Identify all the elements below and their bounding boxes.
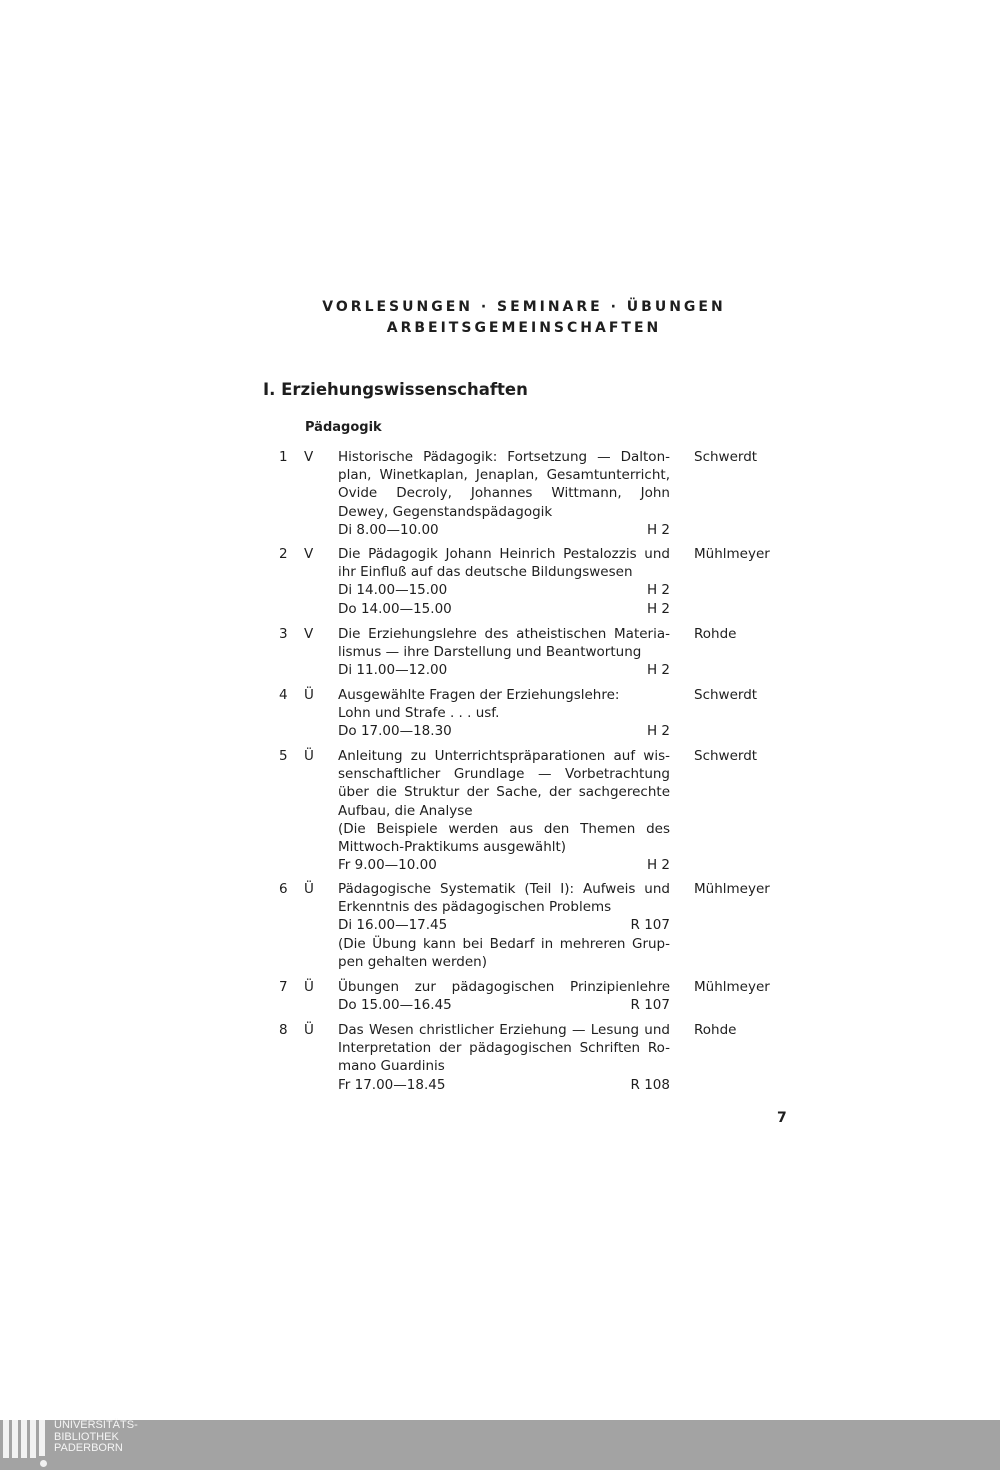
description-line: Übungen zur pädagogischen Prinzipienlehre bbox=[338, 979, 670, 995]
schedule-room: H 2 bbox=[646, 600, 670, 617]
library-line: PADERBORN bbox=[54, 1442, 123, 1454]
section-heading: I. Erziehungswissenschaften bbox=[263, 380, 528, 399]
library-line: UNIVERSITÄTS- bbox=[54, 1419, 138, 1431]
schedule-time: Fr 9.00—10.00 bbox=[338, 857, 437, 874]
description-line: Pädagogische Systematik (Teil I): Aufweis und bbox=[338, 881, 670, 897]
course-schedule bbox=[338, 916, 670, 934]
library-footer bbox=[0, 1420, 1000, 1470]
schedule-room: H 2 bbox=[646, 582, 670, 599]
course-schedule bbox=[338, 856, 670, 874]
description-line: Die Pädagogik Johann Heinrich Pestalozzis und bbox=[338, 546, 670, 562]
schedule-room: R 107 bbox=[630, 917, 670, 934]
description-line: (Die Beispiele werden aus den Themen des bbox=[338, 820, 670, 837]
schedule-time: Do 17.00—18.30 bbox=[338, 723, 452, 740]
lecturer-name: Schwerdt bbox=[694, 687, 758, 703]
course-number: 5 bbox=[279, 748, 288, 764]
description-line: mano Guardinis bbox=[338, 1058, 445, 1075]
description-line: Interpretation der pädagogischen Schriften Ro- bbox=[338, 1040, 670, 1057]
course-number: 7 bbox=[279, 979, 288, 995]
schedule-time: Di 11.00—12.00 bbox=[338, 662, 448, 679]
library-line: BIBLIOTHEK bbox=[54, 1430, 119, 1443]
course-description bbox=[338, 880, 670, 971]
course-number: 4 bbox=[279, 687, 288, 703]
course-schedule bbox=[338, 722, 670, 740]
description-line: (Die Übung kann bei Bedarf in mehreren Grup- bbox=[338, 935, 670, 952]
schedule-room: H 2 bbox=[646, 521, 670, 538]
description-line: Erkenntnis des pädagogischen Problems bbox=[338, 899, 612, 916]
course-description bbox=[338, 545, 670, 618]
page-title-line1: VORLESUNGEN · SEMINARE · ÜBUNGEN bbox=[322, 299, 726, 315]
course-type: Ü bbox=[304, 881, 314, 897]
page-title-line2: ARBEITSGEMEINSCHAFTEN bbox=[386, 320, 662, 336]
course-number: 3 bbox=[279, 626, 288, 642]
schedule-time: Di 16.00—17.45 bbox=[338, 917, 448, 934]
course-type: V bbox=[304, 626, 314, 642]
course-type: V bbox=[304, 449, 314, 465]
course-schedule bbox=[338, 661, 670, 679]
course-schedule bbox=[338, 996, 670, 1014]
subsection-heading: Pädagogik bbox=[305, 420, 382, 435]
description-line: Historische Pädagogik: Fortsetzung — Dalton- bbox=[338, 449, 670, 465]
lecturer-name: Mühlmeyer bbox=[694, 881, 770, 897]
schedule-time: Di 8.00—10.00 bbox=[338, 521, 439, 538]
lecturer-name: Rohde bbox=[694, 1022, 737, 1038]
description-line: Ausgewählte Fragen der Erziehungslehre: bbox=[338, 687, 620, 703]
lecturer-name: Mühlmeyer bbox=[694, 546, 770, 562]
course-schedule bbox=[338, 521, 670, 539]
course-description bbox=[338, 747, 670, 874]
description-line: plan, Winetkaplan, Jenaplan, Gesamtunterricht, bbox=[338, 467, 670, 484]
lecturer-name: Rohde bbox=[694, 626, 737, 642]
schedule-time: Fr 17.00—18.45 bbox=[338, 1076, 446, 1093]
course-description bbox=[338, 978, 670, 1014]
lecturer-name: Schwerdt bbox=[694, 748, 758, 764]
description-line: Die Erziehungslehre des atheistischen Materia- bbox=[338, 626, 670, 642]
description-line: Dewey, Gegenstandspädagogik bbox=[338, 503, 553, 520]
description-line: lismus — ihre Darstellung und Beantwortung bbox=[338, 644, 642, 661]
schedule-room: R 108 bbox=[630, 1076, 670, 1093]
description-line: Das Wesen christlicher Erziehung — Lesung und bbox=[338, 1022, 670, 1038]
description-line: Anleitung zu Unterrichtspräparationen auf wis- bbox=[338, 748, 670, 764]
schedule-room: H 2 bbox=[646, 723, 670, 740]
course-number: 8 bbox=[279, 1022, 288, 1038]
description-line: Ovide Decroly, Johannes Wittmann, John bbox=[338, 485, 670, 502]
schedule-room: H 2 bbox=[646, 662, 670, 679]
description-line: Aufbau, die Analyse bbox=[338, 802, 473, 819]
description-line: Mittwoch-Praktikums ausgewählt) bbox=[338, 838, 567, 855]
course-type: V bbox=[304, 546, 314, 562]
library-name bbox=[54, 1420, 138, 1455]
schedule-time: Do 15.00—16.45 bbox=[338, 997, 452, 1014]
schedule-time: Di 14.00—15.00 bbox=[338, 582, 448, 599]
schedule-room: R 107 bbox=[630, 997, 670, 1014]
schedule-time: Do 14.00—15.00 bbox=[338, 600, 452, 617]
lecturer-name: Mühlmeyer bbox=[694, 979, 770, 995]
course-schedule bbox=[338, 1076, 670, 1094]
course-type: Ü bbox=[304, 687, 314, 703]
course-schedule bbox=[338, 581, 670, 599]
description-line: Lohn und Strafe . . . usf. bbox=[338, 705, 500, 722]
course-schedule bbox=[338, 600, 670, 618]
course-number: 1 bbox=[279, 449, 288, 465]
description-line: pen gehalten werden) bbox=[338, 953, 487, 970]
course-description bbox=[338, 448, 670, 539]
course-type: Ü bbox=[304, 748, 314, 764]
page-number: 7 bbox=[777, 1110, 787, 1126]
course-type: Ü bbox=[304, 979, 314, 995]
course-description bbox=[338, 1021, 670, 1094]
lecturer-name: Schwerdt bbox=[694, 449, 758, 465]
course-number: 2 bbox=[279, 546, 288, 562]
course-description bbox=[338, 686, 670, 741]
description-line: senschaftlicher Grundlage — Vorbetrachtung bbox=[338, 766, 670, 783]
course-number: 6 bbox=[279, 881, 288, 897]
course-type: Ü bbox=[304, 1022, 314, 1038]
description-line: ihr Einfluß auf das deutsche Bildungswesen bbox=[338, 564, 633, 581]
schedule-room: H 2 bbox=[646, 857, 670, 874]
description-line: über die Struktur der Sache, der sachgerechte bbox=[338, 784, 670, 801]
course-description bbox=[338, 625, 670, 680]
